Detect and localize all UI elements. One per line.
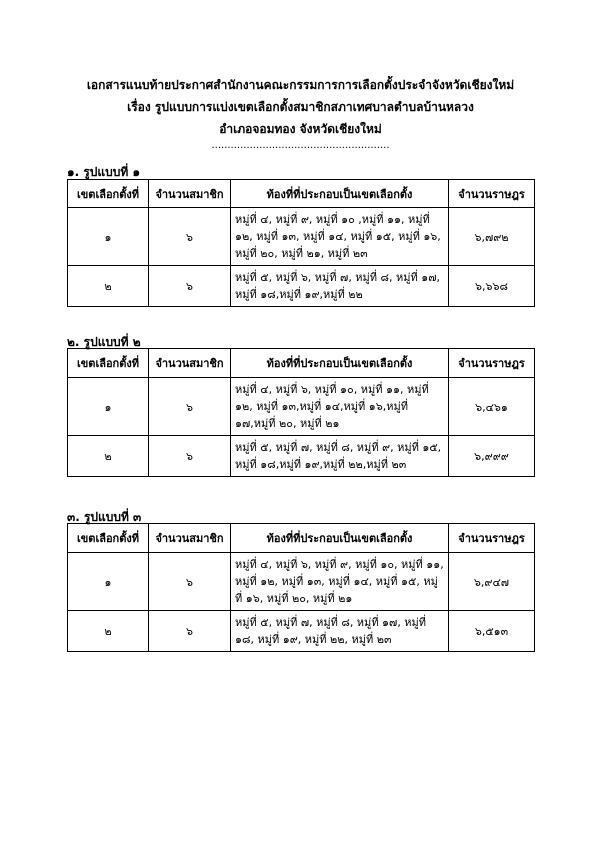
section-3-table	[67, 523, 535, 652]
population-cell: ๖,๔๖๑	[449, 378, 535, 436]
members-cell: ๖	[149, 208, 231, 266]
zone-cell: ๒	[68, 611, 149, 652]
area-cell: หมู่ที่ ๕, หมู่ที่ ๖, หมู่ที่ ๗, หมู่ที่ ๘, หมู่ที่ ๑๗, หมู่ที่ ๑๘,หมู่ที่ ๑๙,หมู่ที่ ๒๒	[231, 266, 449, 307]
population-cell: ๖,๙๔๗	[449, 553, 535, 611]
column-header-members: จำนวนสมาชิก	[149, 180, 231, 208]
table-row	[68, 553, 535, 611]
population-cell: ๖,๙๙๙	[449, 436, 535, 477]
column-header-population: จำนวนราษฎร	[449, 349, 535, 378]
section-1-table	[67, 179, 535, 307]
table-header-row	[68, 524, 535, 553]
section-3-title: ๓. รูปแบบที่ ๓	[67, 510, 142, 524]
column-header-population: จำนวนราษฎร	[449, 524, 535, 553]
column-header-members: จำนวนสมาชิก	[149, 349, 231, 378]
zone-cell: ๑	[68, 553, 149, 611]
table-row	[68, 611, 535, 652]
document-title-line-2: เรื่อง รูปแบบการแบ่งเขตเลือกตั้งสมาชิกสภาเทศบาลตำบลบ้านหลวง	[127, 100, 474, 114]
members-cell: ๖	[149, 436, 231, 477]
table-row	[68, 208, 535, 266]
column-header-area: ท้องที่ที่ประกอบเป็นเขตเลือกตั้ง	[231, 349, 449, 378]
area-cell: หมู่ที่ ๕, หมู่ที่ ๗, หมู่ที่ ๘, หมู่ที่ ๙, หมู่ที่ ๑๕, หมู่ที่ ๑๘,หมู่ที่ ๑๙,หมู่ที่ ๒๒,หมู่ที่ ๒๓	[231, 436, 449, 477]
column-header-zone: เขตเลือกตั้งที่	[68, 524, 149, 553]
section-2-title: ๒. รูปแบบที่ ๒	[67, 335, 141, 349]
zone-cell: ๒	[68, 266, 149, 307]
area-cell: หมู่ที่ ๕, หมู่ที่ ๗, หมู่ที่ ๘, หมู่ที่ ๑๗, หมู่ที่ ๑๘, หมู่ที่ ๑๙, หมู่ที่ ๒๒, หมู่ที่ ๒๓	[231, 611, 449, 652]
column-header-population: จำนวนราษฎร	[449, 180, 535, 208]
dotted-separator: ........................................................	[211, 140, 390, 151]
zone-cell: ๑	[68, 208, 149, 266]
column-header-area: ท้องที่ที่ประกอบเป็นเขตเลือกตั้ง	[231, 524, 449, 553]
area-cell: หมู่ที่ ๔, หมู่ที่ ๖, หมู่ที่ ๙, หมู่ที่ ๑๐, หมู่ที่ ๑๑, หมู่ที่ ๑๒, หมู่ที่ ๑๓, หมู่ที่ ๑๔, หมู่ที่ ๑๕, หมู่ที่ ๑๖, หมู่ที่ ๒๐, หมู่ที่ ๒๑	[231, 553, 449, 611]
population-cell: ๖,๕๑๓	[449, 611, 535, 652]
zone-cell: ๒	[68, 436, 149, 477]
section-1-title: ๑. รูปแบบที่ ๑	[67, 165, 141, 179]
document-title-line-1: เอกสารแนบท้ายประกาศสำนักงานคณะกรรมการการเลือกตั้งประจำจังหวัดเชียงใหม่	[86, 78, 515, 92]
members-cell: ๖	[149, 553, 231, 611]
members-cell: ๖	[149, 611, 231, 652]
column-header-zone: เขตเลือกตั้งที่	[68, 180, 149, 208]
table-row	[68, 436, 535, 477]
members-cell: ๖	[149, 378, 231, 436]
table-row	[68, 266, 535, 307]
column-header-members: จำนวนสมาชิก	[149, 524, 231, 553]
population-cell: ๖,๗๙๒	[449, 208, 535, 266]
document-title-line-3: อำเภอจอมทอง จังหวัดเชียงใหม่	[219, 122, 382, 136]
zone-cell: ๑	[68, 378, 149, 436]
table-header-row	[68, 180, 535, 208]
area-cell: หมู่ที่ ๔, หมู่ที่ ๙, หมู่ที่ ๑๐ ,หมู่ที่ ๑๑, หมู่ที่ ๑๒, หมู่ที่ ๑๓, หมู่ที่ ๑๔, หมู่ที่ ๑๕, หมู่ที่ ๑๖, หมู่ที่ ๒๐, หมู่ที่ ๒๑, หมู่ที่ ๒๓	[231, 208, 449, 266]
column-header-area: ท้องที่ที่ประกอบเป็นเขตเลือกตั้ง	[231, 180, 449, 208]
table-row	[68, 378, 535, 436]
members-cell: ๖	[149, 266, 231, 307]
column-header-zone: เขตเลือกตั้งที่	[68, 349, 149, 378]
area-cell: หมู่ที่ ๔, หมู่ที่ ๖, หมู่ที่ ๑๐, หมู่ที่ ๑๑, หมู่ที่ ๑๒, หมู่ที่ ๑๓,หมู่ที่ ๑๔,หมู่ที่ ๑๖,หมู่ที่ ๑๗,หมู่ที่ ๒๐, หมู่ที่ ๒๑	[231, 378, 449, 436]
section-2-table	[67, 348, 535, 477]
population-cell: ๖,๖๖๘	[449, 266, 535, 307]
table-header-row	[68, 349, 535, 378]
